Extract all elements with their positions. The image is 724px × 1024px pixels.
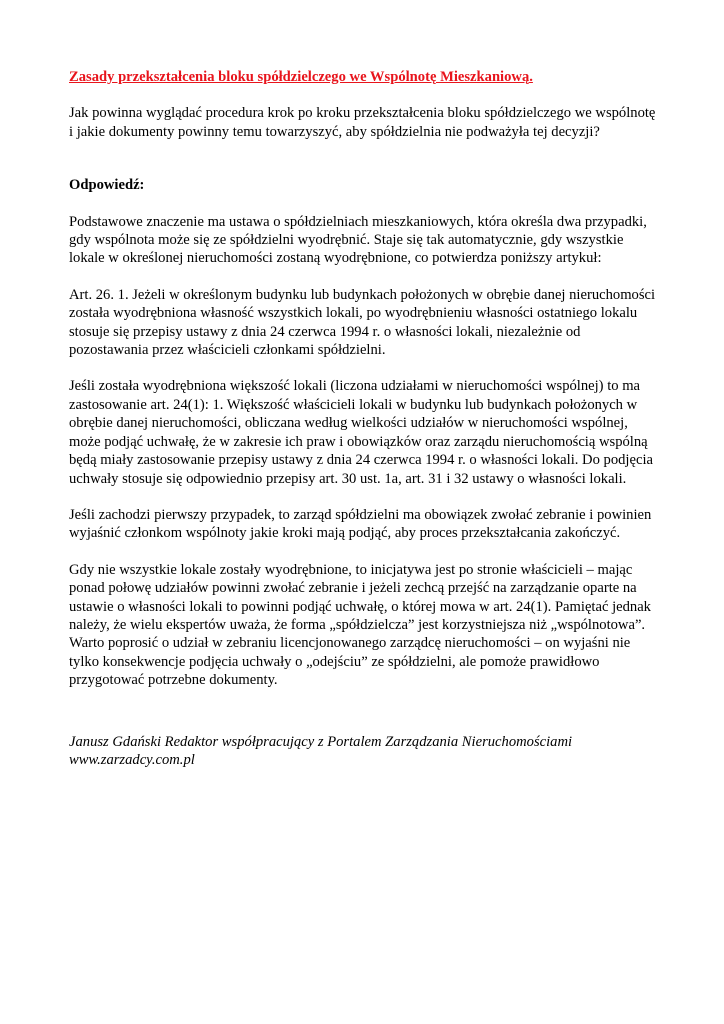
question-text: Jak powinna wyglądać procedura krok po kroku przekształcenia bloku spółdzielczego we wspólnotę i jakie dokumenty powinny temu towarzyszyć, aby spółdzielnia nie podważyła tej decyzji? [69, 105, 656, 140]
document-page [69, 60, 659, 769]
paragraph-article-24: Jeśli została wyodrębniona większość lokali (liczona udziałami w nieruchomości wspólnej) to ma zastosowanie art. 24(1): 1. Większość właścicieli lokali w budynku lub budynkach położonych w obrębie danej nieruchomości, obliczana według wielkości udziałów w nieruchomości wspólnej, może podjąć uchwałę, że w zakresie ich praw i obowiązków oraz zarządu nieruchomością wspólną będą miały zastosowanie przepisy ustawy z dnia 24 czerwca 1994 r. o własności lokali. Do podjęcia uchwały stosuje się odpowiednio przepisy art. 30 ust. 1a, art. 31 i 32 ustawy o własności lokali. [69, 378, 653, 487]
paragraph-intro: Podstawowe znaczenie ma ustawa o spółdzielniach mieszkaniowych, która określa dwa przypadki, gdy wspólnota może się ze spółdzielni wyodrębnić. Staje się tak automatycznie, gdy wszystkie lokale w określonej nieruchomości zostaną wyodrębnione, co potwierdza poniższy artykuł: [69, 213, 647, 267]
author-line: Janusz Gdański Redaktor współpracujący z Portalem Zarządzania Nieruchomościami [69, 733, 573, 750]
paragraph-first-case: Jeśli zachodzi pierwszy przypadek, to zarząd spółdzielni ma obowiązek zwołać zebranie i powinien wyjaśnić członkom wspólnoty jakie kroki mają podjąć, aby proces przekształcania zakończyć. [69, 506, 652, 542]
website-line: www.zarzadcy.com.pl [69, 751, 195, 768]
answer-heading: Odpowiedź: [69, 177, 145, 194]
author-signature [69, 733, 659, 770]
document-title: Zasady przekształcenia bloku spółdzielczego we Wspólnotę Mieszkaniową. [69, 69, 533, 85]
paragraph-article-26: Art. 26. 1. Jeżeli w określonym budynku lub budynkach położonych w obrębie danej nieruchomości została wyodrębniona własność wszystkich lokali, po wyodrębnieniu własności ostatniego lokalu stosuje się przepisy ustawy z dnia 24 czerwca 1994 r. o własności lokali, niezależnie od pozostawania przez właścicieli członkami spółdzielni. [69, 286, 656, 359]
paragraph-second-case: Gdy nie wszystkie lokale zostały wyodrębnione, to inicjatywa jest po stronie właścicieli – mając ponad połowę udziałów powinni zwołać zebranie i jeżeli zechcą przejść na zarządzanie oparte na ustawie o własności lokali to powinni podjąć uchwałę, o której mowa w art. 24(1). Pamiętać jednak należy, że wielu ekspertów uważa, że forma „spółdzielcza” jest korzystniejsza niż „wspólnotowa”. Warto poprosić o udział w zebraniu licencjonowanego zarządcę nieruchomości – on wyjaśni nie tylko konsekwencje podjęcia uchwały o „odejściu” ze spółdzielni, ale pomoże prawidłowo przygotować potrzebne dokumenty. [69, 561, 651, 689]
